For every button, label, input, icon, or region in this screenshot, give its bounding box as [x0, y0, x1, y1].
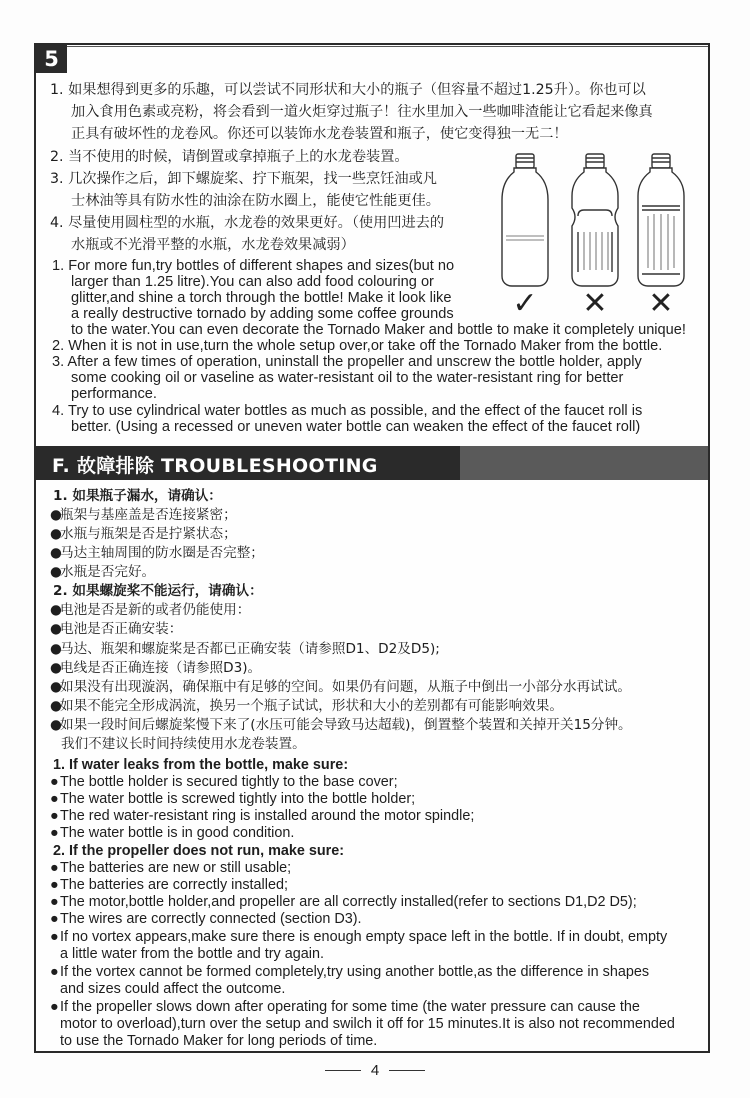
en-item-2: 2. When it is not in use,turn the whole setup over,or take off the Tornado Maker from the bottle. — [52, 338, 663, 354]
troubleshooting-title: F. 故障排除 TROUBLESHOOTING — [52, 455, 378, 477]
zh-propeller-heading: 2. 如果螺旋桨不能运行，请确认： — [53, 583, 263, 599]
en-vortex-item: ●If no vortex appears,make sure there is enough empty space left in the bottle. If in doubt, empty — [50, 929, 668, 945]
en-shape-item-line-2: and sizes could affect the outcome. — [60, 981, 286, 997]
bottle-shapes-illustration — [496, 148, 696, 318]
zh-item-4: 4. 尽量使用圆柱型的水瓶，水龙卷的效果更好。（使用凹进去的 — [50, 215, 445, 231]
check-mark-icon: ✓ — [512, 286, 538, 318]
en-slowdown-item: ●If the propeller slows down after operating for some time (the water pressure can cause the — [50, 999, 640, 1015]
zh-item-3: 3. 几次操作之后，卸下螺旋桨、拧下瓶架，找一些烹饪油或凡 — [50, 171, 437, 187]
footer-dash-right — [389, 1070, 425, 1071]
zh-leak-item: ●马达主轴周围的防水圈是否完整； — [50, 545, 264, 561]
zh-item-1: 1. 如果想得到更多的乐趣，可以尝试不同形状和大小的瓶子（但容量不超过1.25升）。你也可以 — [50, 82, 646, 98]
en-item-1-line-5: to the water.You can even decorate the Tornado Maker and bottle to make it completely unique! — [71, 322, 686, 338]
en-propeller-heading: 2. If the propeller does not run, make sure: — [53, 843, 345, 859]
en-propeller-item: ●The batteries are correctly installed; — [50, 877, 288, 893]
en-propeller-item: ●The wires are correctly connected (section D3). — [50, 911, 362, 927]
zh-item-1-line-3: 正具有破坏性的龙卷风。你还可以装饰水龙卷装置和瓶子，使它变得独一无二！ — [71, 126, 568, 142]
zh-item-3-line-2: 士林油等具有防水性的油涂在防水圈上，能使它性能更佳。 — [71, 193, 440, 209]
en-item-1: 1. For more fun,try bottles of different shapes and sizes(but no — [52, 258, 455, 274]
cross-mark-icon: ✕ — [648, 286, 674, 318]
zh-propeller-item: ●马达、瓶架和螺旋桨是否都已正确安装（请参照D1、D2及D5); — [50, 641, 440, 657]
en-propeller-item: ●The motor,bottle holder,and propeller are all correctly installed(refer to sections D1,D2 D5); — [50, 894, 637, 910]
footer-dash-left — [325, 1070, 361, 1071]
zh-propeller-item: ●电池是否是新的或者仍能使用： — [50, 602, 251, 618]
en-item-3-line-3: performance. — [71, 386, 157, 402]
zh-leak-heading: 1. 如果瓶子漏水，请确认： — [53, 488, 222, 504]
zh-leak-item: ●水瓶与瓶架是否是拧紧状态； — [50, 526, 237, 542]
header-shade — [460, 446, 708, 480]
en-leak-item: ●The water bottle is in good condition. — [50, 825, 295, 841]
zh-propeller-item: ●如果一段时间后螺旋桨慢下来了(水压可能会导致马达超载)，倒置整个装置和关掉开关15分钟。 — [50, 717, 632, 733]
zh-propeller-item: ●如果没有出现漩涡，确保瓶中有足够的空间。如果仍有问题，从瓶子中倒出一小部分水再试试。 — [50, 679, 631, 695]
en-leak-item: ●The water bottle is screwed tightly into the bottle holder; — [50, 791, 416, 807]
en-item-1-line-4: a really destructive tornado by adding some coffee grounds — [71, 306, 454, 322]
en-vortex-item-line-2: a little water from the bottle and try again. — [60, 946, 324, 962]
en-slowdown-item-line-2: motor to overload),turn over the setup and swilch it off for 15 minutes.It is also not recommended — [60, 1016, 675, 1032]
page-number: 4 — [370, 1061, 380, 1079]
en-leak-item: ●The red water-resistant ring is installed around the motor spindle; — [50, 808, 475, 824]
zh-item-4-line-2: 水瓶或不光滑平整的水瓶，水龙卷效果减弱） — [71, 237, 355, 253]
page-footer — [0, 1060, 750, 1080]
zh-propeller-item: ●电线是否正确连接（请参照D3)。 — [50, 660, 262, 676]
en-slowdown-item-line-3: to use the Tornado Maker for long periods of time. — [60, 1033, 378, 1049]
en-leak-item: ●The bottle holder is secured tightly to the base cover; — [50, 774, 398, 790]
cross-mark-icon: ✕ — [582, 286, 608, 318]
en-propeller-item: ●The batteries are new or still usable; — [50, 860, 292, 876]
cylindrical-bottle — [502, 154, 548, 286]
zh-propeller-item: ●如果不能完全形成涡流，换另一个瓶子试试，形状和大小的差别都有可能影响效果。 — [50, 698, 563, 714]
en-shape-item: ●If the vortex cannot be formed completely,try using another bottle,as the difference in shapes — [50, 964, 650, 980]
zh-propeller-item: ●电池是否正确安装： — [50, 621, 183, 637]
en-item-1-line-2: larger than 1.25 litre).You can also add food colouring or — [71, 274, 434, 290]
zh-leak-item: ●瓶架与基座盖是否连接紧密； — [50, 507, 237, 523]
zh-propeller-tail: 我们不建议长时间持续使用水龙卷装置。 — [61, 736, 306, 752]
zh-item-2: 2. 当不使用的时候，请倒置或拿掉瓶子上的水龙卷装置。 — [50, 149, 409, 165]
top-rule — [67, 46, 708, 47]
uneven-bottle — [638, 154, 684, 286]
zh-item-1-line-2: 加入食用色素或亮粉，将会看到一道火炬穿过瓶子！往水里加入一些咖啡渣能让它看起来像真 — [71, 104, 653, 120]
en-leak-heading: 1. If water leaks from the bottle, make sure: — [53, 757, 349, 773]
en-item-3-line-2: some cooking oil or vaseline as water-resistant oil to the water-resistant ring for better — [71, 370, 624, 386]
recessed-bottle — [572, 154, 618, 286]
en-item-3: 3. After a few times of operation, uninstall the propeller and unscrew the bottle holder, apply — [52, 354, 642, 370]
en-item-4-line-2: better. (Using a recessed or uneven water bottle can weaken the effect of the faucet roll) — [71, 419, 641, 435]
en-item-4: 4. Try to use cylindrical water bottles as much as possible, and the effect of the faucet roll is — [52, 403, 643, 419]
section-badge: 5 — [36, 45, 67, 73]
troubleshooting-header — [36, 446, 708, 480]
en-item-1-line-3: glitter,and shine a torch through the bottle! Make it look like — [71, 290, 452, 306]
zh-leak-item: ●水瓶是否完好。 — [50, 564, 156, 580]
